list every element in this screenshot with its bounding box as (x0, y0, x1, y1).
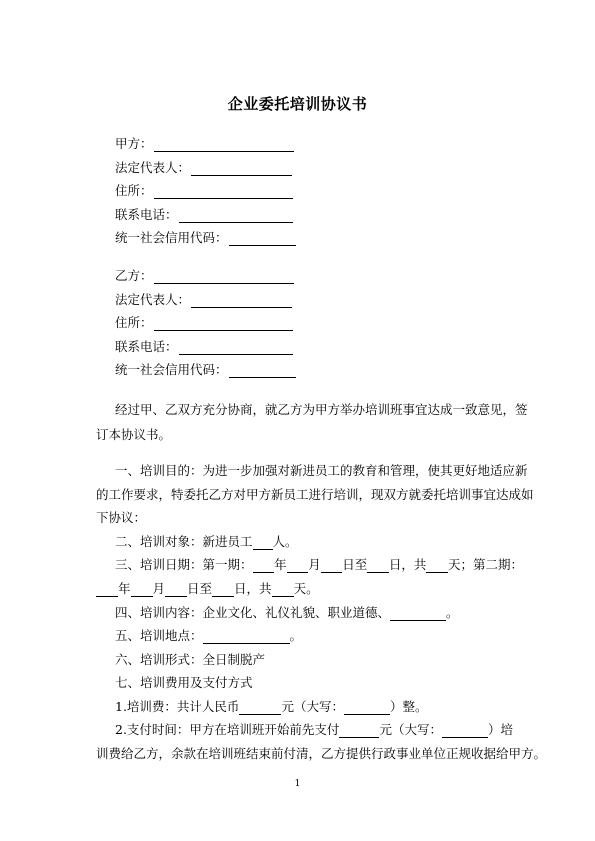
party-a-rep-blank[interactable] (191, 163, 292, 176)
fee-line (115, 699, 523, 715)
days-label-2: 天。 (293, 581, 319, 596)
intro-line-2: 订本协议书。 (96, 427, 172, 442)
party-b-rep-label: 法定代表人： (115, 292, 191, 307)
period-2-start-day-blank[interactable] (165, 584, 187, 597)
clause-3-prefix: 三、培训日期：第一期： (115, 557, 253, 572)
party-a-name-label: 甲方： (115, 136, 153, 151)
advance-amount-blank[interactable] (339, 725, 379, 738)
day-to-label-2: 日至 (187, 581, 213, 596)
party-b-name-label: 乙方： (115, 268, 153, 283)
day-to-label: 日至 (342, 557, 368, 572)
party-a-credit-code-field (115, 230, 296, 246)
period-1-month-blank[interactable] (287, 560, 309, 573)
party-b-phone-label: 联系电话： (115, 339, 178, 354)
party-b-address-label: 住所： (115, 315, 153, 330)
period-1-year-blank[interactable] (253, 560, 275, 573)
period-2-year-blank[interactable] (96, 584, 118, 597)
period-2-days-blank[interactable] (272, 584, 294, 597)
payment-line-1 (115, 722, 523, 738)
party-b-name-blank[interactable] (154, 271, 294, 284)
clause-4-prefix: 四、培训内容：企业文化、礼仪礼貌、职业道德、 (115, 605, 391, 620)
clause-5-prefix: 五、培训地点： (115, 628, 203, 643)
party-a-phone-blank[interactable] (179, 210, 293, 223)
advance-amount-words-blank[interactable] (442, 725, 488, 738)
period-1-start-day-blank[interactable] (321, 560, 343, 573)
party-b-credit-code-field (115, 362, 296, 378)
clause-1-line-1: 一、培训目的：为进一步加强对新进员工的教育和管理，使其更好地适应新 (115, 463, 528, 478)
party-a-rep-field (115, 160, 292, 176)
party-a-address-field (115, 183, 293, 199)
party-a-name-field (115, 136, 294, 152)
party-a-rep-label: 法定代表人： (115, 160, 191, 175)
year-label: 年 (274, 557, 287, 572)
party-a-credit-code-blank[interactable] (229, 233, 296, 246)
payment-suffix: ）培 (487, 722, 513, 737)
fee-amount-blank[interactable] (239, 702, 281, 715)
clause-3-line-1 (115, 557, 523, 573)
clause-3-line-2 (96, 581, 504, 597)
party-b-phone-blank[interactable] (179, 342, 293, 355)
party-a-name-blank[interactable] (154, 139, 294, 152)
training-content-blank[interactable] (390, 608, 446, 621)
intro-line-1: 经过甲、乙双方充分协商，就乙方为甲方举办培训班事宜达成一致意见，签 (115, 402, 528, 417)
party-a-phone-field (115, 207, 293, 223)
payment-line-2: 训费给乙方，余款在培训班结束前付清，乙方提供行政事业单位正规收据给甲方。 (96, 746, 547, 761)
period-1-end-day-blank[interactable] (367, 560, 389, 573)
day-total-label-2: 日，共 (234, 581, 272, 596)
fee-suffix: ）整。 (389, 699, 428, 714)
period-2-month-blank[interactable] (131, 584, 153, 597)
month-label: 月 (308, 557, 321, 572)
party-b-credit-code-label: 统一社会信用代码： (115, 362, 228, 377)
party-a-phone-label: 联系电话： (115, 207, 178, 222)
fee-mid: 元（大写： (281, 699, 344, 714)
clause-6: 六、培训形式：全日制脱产 (115, 652, 266, 667)
period-2-end-day-blank[interactable] (212, 584, 234, 597)
party-b-phone-field (115, 339, 293, 355)
days-label: 天；第二期： (447, 557, 523, 572)
party-a-address-label: 住所： (115, 183, 153, 198)
month-label-2: 月 (152, 581, 166, 596)
training-location-blank[interactable] (203, 631, 290, 644)
party-b-address-field (115, 315, 293, 331)
payment-prefix: 2.支付时间：甲方在培训班开始前先支付 (115, 722, 340, 737)
party-b-address-blank[interactable] (154, 318, 293, 331)
clause-2-suffix: 人。 (272, 534, 298, 549)
trainee-count-blank[interactable] (253, 537, 273, 550)
clause-4-suffix: 。 (446, 605, 459, 620)
fee-prefix: 1.培训费：共计人民币 (115, 699, 240, 714)
party-b-credit-code-blank[interactable] (229, 365, 296, 378)
clause-4 (115, 605, 523, 621)
year-label-2: 年 (118, 581, 131, 596)
party-a-credit-code-label: 统一社会信用代码： (115, 230, 228, 245)
party-b-rep-field (115, 292, 292, 308)
party-b-rep-blank[interactable] (191, 295, 292, 308)
clause-7: 七、培训费用及支付方式 (115, 675, 253, 690)
clause-1-line-3: 下协议： (96, 510, 147, 525)
clause-5-suffix: 。 (289, 628, 303, 643)
period-1-days-blank[interactable] (426, 560, 448, 573)
party-a-address-blank[interactable] (154, 186, 293, 199)
clause-5 (115, 628, 523, 644)
document-title: 企业委托培训协议书 (227, 95, 368, 113)
fee-amount-words-blank[interactable] (344, 702, 390, 715)
party-b-name-field (115, 268, 294, 284)
day-total-label: 日，共 (388, 557, 427, 572)
clause-2-prefix: 二、培训对象：新进员工 (115, 534, 253, 549)
payment-mid: 元（大写： (379, 722, 442, 737)
page-number: 1 (294, 779, 301, 789)
clause-1-line-2: 的工作要求，特委托乙方对甲方新员工进行培训，现双方就委托培训事宜达成如 (96, 487, 534, 502)
clause-2 (115, 534, 523, 550)
